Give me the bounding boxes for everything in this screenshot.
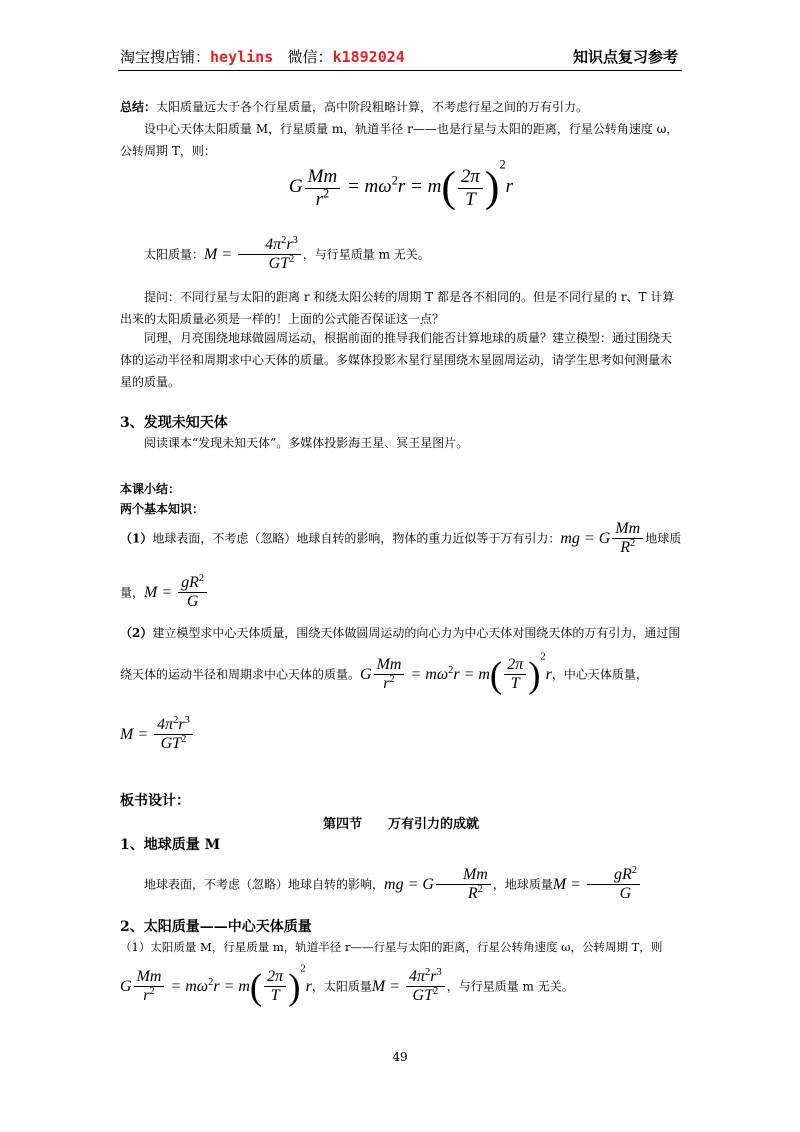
board-h2-text: （1）太阳质量 M，行星质量 m，轨道半径 r——行星与太阳的距离，行星公转角速度 ω，公转周期 T，则 xyxy=(120,940,663,954)
board-earth-mass-line: 地球表面，不考虑（忽略）地球自转的影响，mg = G $\frac{Mm}{R^2}$ ，地球质量M = $\frac{gR^2}{G}$ xyxy=(120,866,682,904)
formula-gravity-centripetal: G $\frac{Mm}{r^2}$ = $m\omega^2r = m$( $\frac{2\pi}{T}$ )$^2$r xyxy=(288,158,514,212)
summary-text: 太阳质量远大于各个行星质量，高中阶段粗略计算，不考虑行星之间的万有引力。 xyxy=(156,100,589,114)
board-h2-mid: ，太阳质量 xyxy=(311,979,372,994)
item2-text: 建立模型求中心天体质量，围绕天体做圆周运动的向心力为中心天体对围绕天体的万有引力，通过围 xyxy=(152,626,681,640)
sun-mass-prefix: 太阳质量： xyxy=(144,247,205,262)
page-header-title: 知识点复习参考 xyxy=(572,48,678,66)
board-title: 板书设计： xyxy=(120,793,190,809)
section-3-text: 阅读课本“发现未知天体”。多媒体投影海王星、冥王星图片。 xyxy=(144,436,469,450)
lesson-summary-subtitle: 两个基本知识： xyxy=(120,502,205,516)
board-sun-mass-line: G $\frac{Mm}{r^2}$ = $m\omega^2r = m$( $\frac{2\pi}{T}$ )$^2$r，太阳质量M = $\frac{4\pi^2r^3}{GT^2}$ ，与行星质量 m 无关。 xyxy=(120,962,574,1007)
page-header-left xyxy=(120,46,405,67)
lesson-item-2-cont: 绕天体的运动半径和周期求中心天体的质量。G $\frac{Mm}{r^2}$ = $m\omega^2r = m$( $\frac{2\pi}{T}$ )$^2$r，中心天体质量， xyxy=(120,650,648,695)
lesson-item-1: （1）地球表面，不考虑（忽略）地球自转的影响，物体的重力近似等于万有引力：mg = G $\frac{Mm}{R^2}$ 地球质 xyxy=(120,520,682,557)
item1-tail: 地球质 xyxy=(645,531,682,546)
sun-mass-line: 太阳质量：M = $\frac{4\pi^2r^3}{GT^2}$ ，与行星质量 m 无关。 xyxy=(144,234,430,273)
board-heading-1: 1、地球质量 M xyxy=(120,837,221,853)
wechat-prefix: 微信： xyxy=(287,48,333,66)
item2-text2: 绕天体的运动半径和周期求中心天体的质量。 xyxy=(120,667,361,682)
item2-label: （2） xyxy=(120,626,153,640)
shop-prefix: 淘宝搜店铺： xyxy=(120,48,211,66)
question-paragraph: 提问：不同行星与太阳的距离 r 和绕太阳公转的周期 T 都是各不相同的。但是不同行星的 r、T 计算出来的太阳质量必须是一样的！上面的公式能否保证这一点？ xyxy=(120,290,675,326)
item1-label: （1） xyxy=(120,531,153,546)
summary-paragraph xyxy=(120,96,682,118)
lesson-item-2 xyxy=(120,622,682,644)
wechat-id: k1892024 xyxy=(332,48,405,66)
moon-paragraph: 同理，月亮围绕地球做圆周运动，根据前面的推导我们能否计算地球的质量？建立模型：通过围绕天体的运动半径和周期求中心天体的质量。多媒体投影木星行星围绕木星圆周运动，请学生思考如何测量木星的质量。 xyxy=(120,331,673,389)
item1-text: 地球表面，不考虑（忽略）地球自转的影响，物体的重力近似等于万有引力： xyxy=(152,531,561,546)
header-divider xyxy=(118,70,682,71)
item1-tail2: 量， xyxy=(120,585,145,600)
board-heading-2: 2、太阳质量——中心天体质量 xyxy=(120,919,312,935)
section-3-title: 3、发现未知天体 xyxy=(120,415,228,431)
lesson-item-1-cont: 量，M = $\frac{gR^2}{G}$ xyxy=(120,574,682,612)
lesson-item-2-formula: M = $\frac{4\pi^2r^3}{GT^2}$ xyxy=(120,716,682,754)
board-center-title: 第四节 万有引力的成就 xyxy=(322,817,479,832)
summary-label: 总结： xyxy=(120,100,157,114)
sun-mass-suffix: ，与行星质量 m 无关。 xyxy=(302,247,430,262)
shop-name: heylins xyxy=(210,48,274,66)
board-h1-text: 地球表面，不考虑（忽略）地球自转的影响， xyxy=(144,877,385,892)
page-number: 49 xyxy=(392,1050,408,1064)
item2-tail: ，中心天体质量， xyxy=(551,667,648,682)
setup-paragraph: 设中心天体太阳质量 M，行星质量 m，轨道半径 r——也是行星与太阳的距离，行星公转角速度 ω，公转周期 T，则： xyxy=(120,122,679,158)
board-h2-tail: ，与行星质量 m 无关。 xyxy=(446,979,574,994)
board-h1-mid: ，地球质量 xyxy=(492,877,553,892)
lesson-summary-title: 本课小结： xyxy=(120,482,181,496)
